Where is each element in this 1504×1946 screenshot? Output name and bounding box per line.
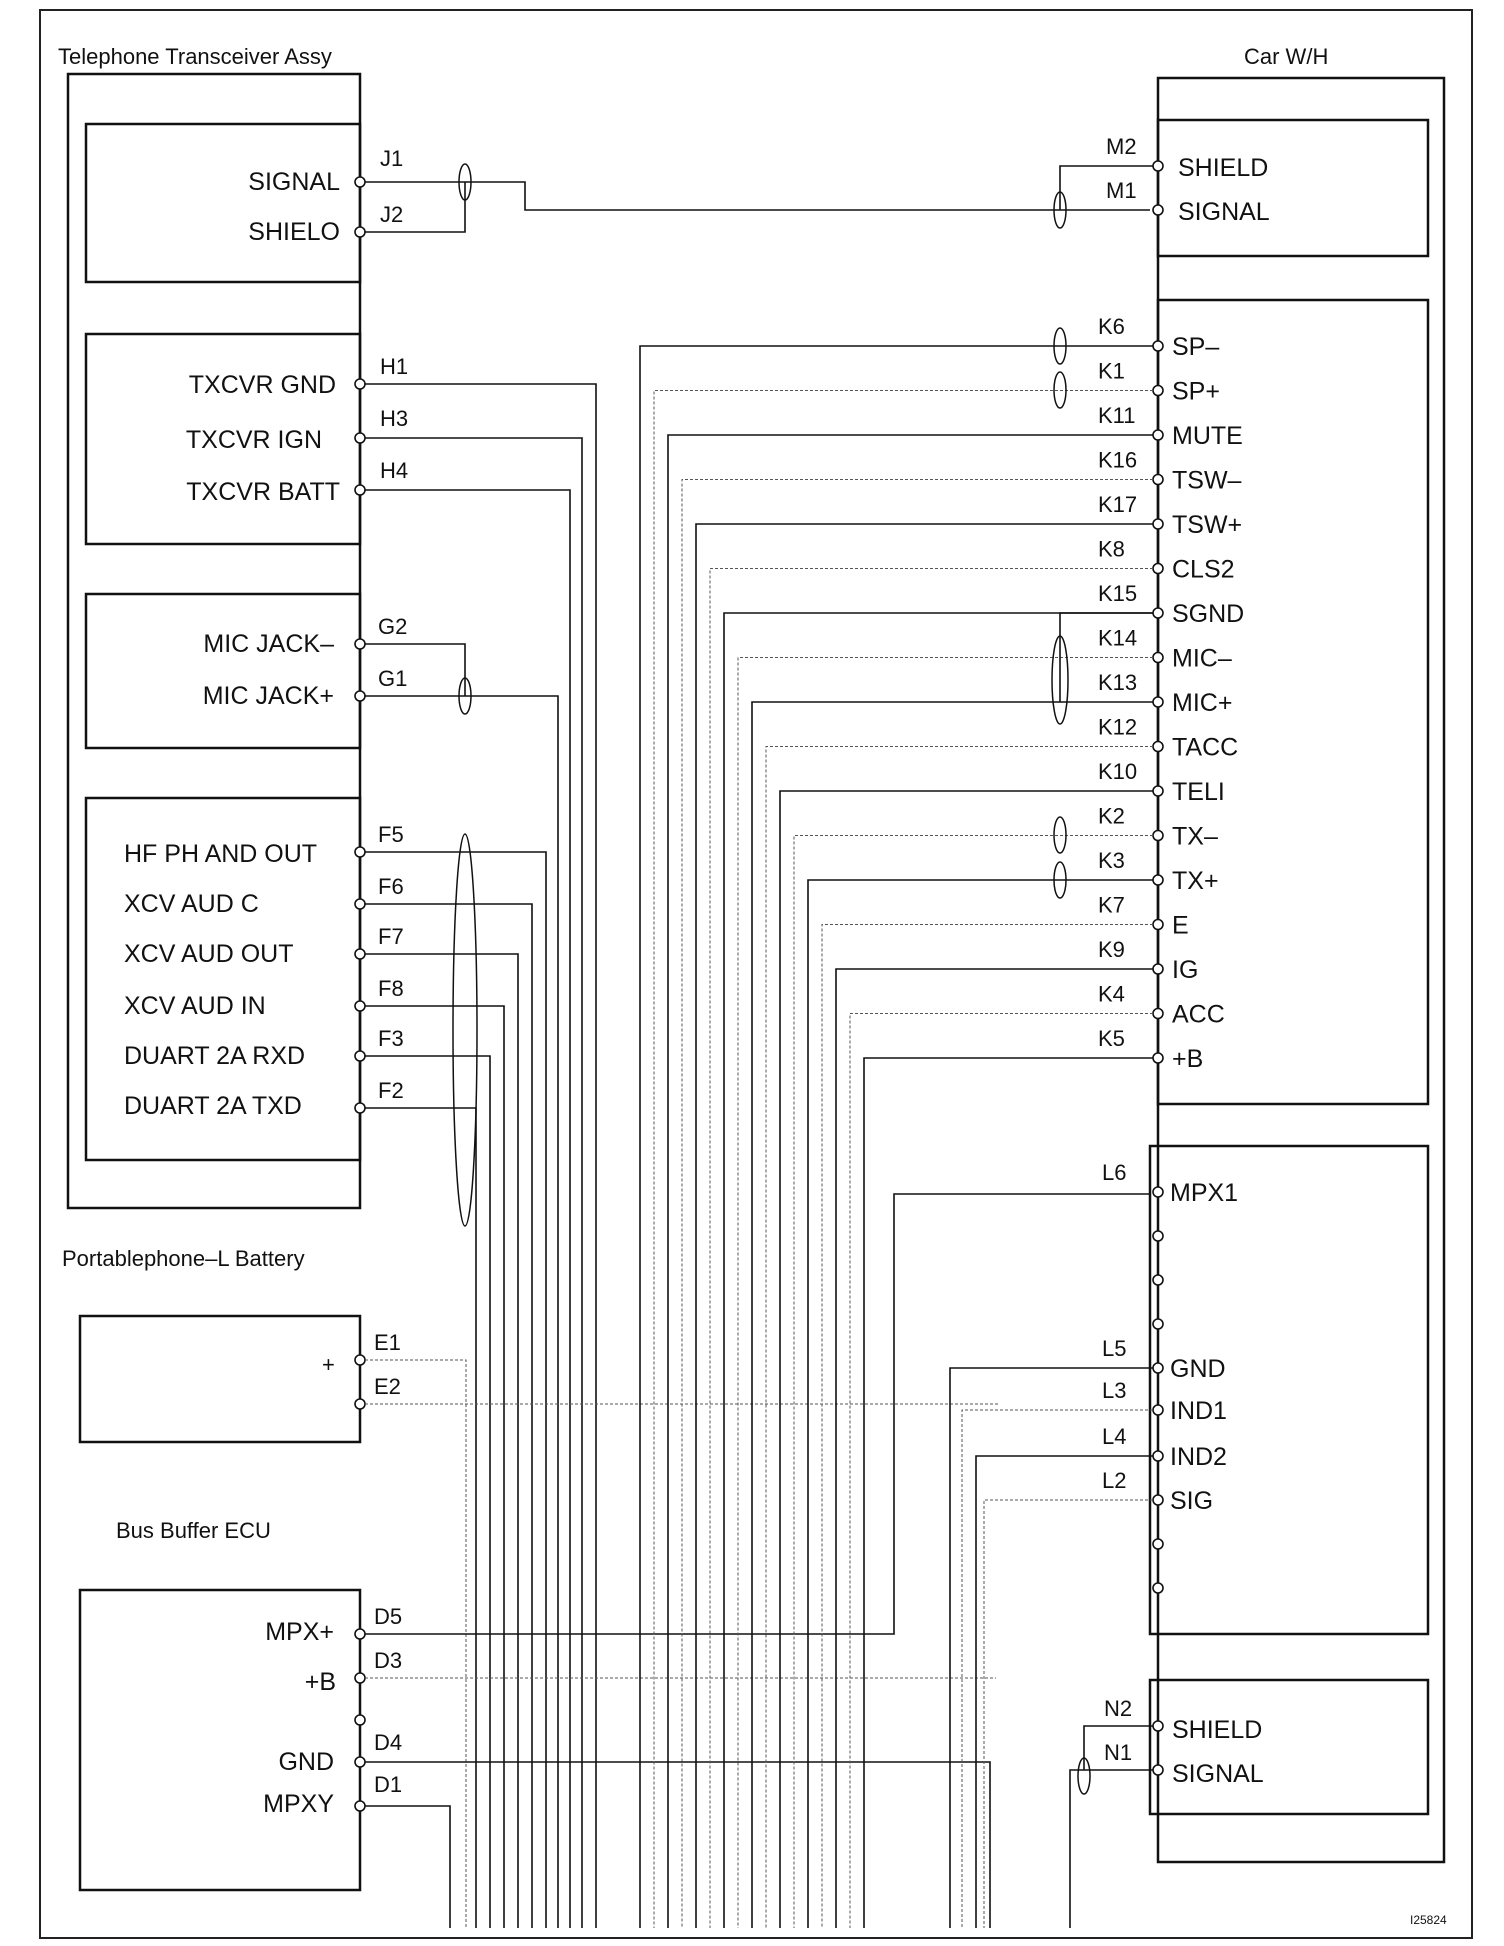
pin-circle-left-0 [355,379,365,389]
car-wire-k1 [654,391,1153,1929]
wire-layer [355,161,1163,1928]
pin-k4: K4 [1098,981,1125,1007]
signal-label: SIGNAL [248,168,340,196]
txcvr-gnd-label: TXCVR GND [188,371,336,399]
pin-circle-e2 [355,1399,365,1409]
pin-h4: H4 [380,458,409,483]
car-pin-label-k10: TELI [1172,778,1225,806]
pin-n1: N1 [1104,1740,1133,1765]
txcvr-batt-label: TXCVR BATT [186,478,340,506]
pin-circle-left-6 [355,899,365,909]
pin-k12: K12 [1098,714,1138,740]
left-wire-10 [365,1108,476,1928]
pin-circle-d4 [355,1757,365,1767]
car-wire-k14 [738,658,1153,1929]
gnd-wire [365,1762,990,1928]
pin-d1: D1 [374,1772,403,1797]
car-pin-label-l6: MPX1 [1170,1179,1239,1207]
pin-circle-j2 [355,227,365,237]
pin-circle-d1 [355,1801,365,1811]
pin-circle-e1 [355,1355,365,1365]
pin-k7: K7 [1098,892,1125,918]
pin-k5: K5 [1098,1026,1125,1051]
pin-n2: N2 [1104,1696,1133,1721]
transceiver-mic-box [86,594,360,748]
pin-circle-k5 [1153,1053,1163,1063]
pin-l2: L2 [1102,1468,1127,1493]
car-wire-k12 [766,747,1153,1929]
car-wire-k8 [710,569,1153,1929]
pin-circle-mpx-0 [1153,1187,1163,1197]
pin-circle-mpx-blank-3 [1153,1539,1163,1549]
duart-2a-txd-label: DUART 2A TXD [124,1092,302,1120]
pin-l3: L3 [1102,1378,1127,1403]
pin-circle-k2 [1153,831,1163,841]
pin-m1: M1 [1106,178,1137,203]
xcv-aud-c-label: XCV AUD C [124,890,259,918]
pin-k17: K17 [1098,492,1138,517]
xcv-aud-in-label: XCV AUD IN [124,992,266,1020]
pin-circle-k13 [1153,697,1163,707]
car-pin-label-k13: MIC+ [1172,689,1233,717]
car-pin-label-k14: MIC– [1172,644,1232,673]
car-pin-label-k12: TACC [1172,733,1239,762]
battery-box [80,1316,360,1442]
pin-e1: E1 [374,1330,401,1355]
pin-k15: K15 [1098,581,1138,606]
pin-circle-mpx-3 [1153,1451,1163,1461]
car-pin-label-k7: E [1172,911,1189,940]
car-pin-label-l3: IND1 [1170,1397,1227,1425]
pin-circle-left-3 [355,639,365,649]
pin-circle-d-blank [355,1715,365,1725]
pin-f8: F8 [378,976,404,1001]
mpx-plus-wire [365,1194,1150,1634]
pin-circle-j1 [355,177,365,187]
pin-circle-left-8 [355,1001,365,1011]
pin-k16: K16 [1098,447,1138,473]
pin-k11: K11 [1098,403,1136,428]
pin-circle-left-9 [355,1051,365,1061]
pin-l6: L6 [1102,1160,1127,1185]
car-pin-label-k5: +B [1172,1045,1204,1073]
car-wire-k15 [724,613,1153,1928]
car-pin-label-k1: SP+ [1172,377,1220,406]
pin-circle-k14 [1153,653,1163,663]
pin-k10: K10 [1098,759,1138,784]
pin-k9: K9 [1098,937,1125,962]
pin-circle-k3 [1153,875,1163,885]
pin-circle-k1 [1153,386,1163,396]
left-wire-9 [365,1056,490,1928]
pin-circle-k9 [1153,964,1163,974]
car-wire-k5 [864,1058,1153,1928]
car-pin-label-k6: SP– [1172,333,1220,361]
car-wh-lower-antenna-box [1150,1680,1428,1814]
pin-circle-m2 [1153,161,1163,171]
car-pin-label-k16: TSW– [1172,466,1242,495]
car-pin-label-l4: IND2 [1170,1443,1227,1471]
pin-j2: J2 [380,202,404,227]
pin-circle-mpx-2 [1153,1405,1163,1415]
pin-m2: M2 [1106,134,1137,159]
car-signal-label: SIGNAL [1178,198,1270,226]
mic-jack-plus-label: MIC JACK+ [202,682,334,710]
pin-e2: E2 [374,1374,401,1399]
pin-circle-left-5 [355,847,365,857]
txcvr-ign-label: TXCVR IGN [185,426,322,454]
mpx-plus-label: MPX+ [265,1618,334,1646]
pin-l4: L4 [1102,1424,1127,1449]
l4-wire [976,1456,1153,1928]
l5-wire [950,1368,1153,1928]
pin-k1: K1 [1098,358,1125,384]
pin-d4: D4 [374,1730,403,1755]
car-mpx-connector-labels [1102,1160,1238,1515]
car-wire-k6 [640,346,1153,1928]
pin-f3: F3 [378,1026,404,1051]
pin-l5: L5 [1102,1336,1127,1361]
pin-circle-mpx-1 [1153,1363,1163,1373]
bus-buffer-title: Bus Buffer ECU [116,1518,271,1543]
pin-k3: K3 [1098,848,1125,873]
pin-circle-m1 [1153,205,1163,215]
pin-circle-left-2 [355,485,365,495]
transceiver-antenna-box [86,124,360,282]
car-wh-antenna-box [1158,120,1428,256]
plus-b-label: +B [304,1668,336,1696]
car-wh-mpx-box [1150,1146,1428,1634]
car-wh-title: Car W/H [1244,44,1329,69]
pin-circle-left-4 [355,691,365,701]
pin-circle-mpx-4 [1153,1495,1163,1505]
car-main-connector-labels [1098,314,1244,1073]
pin-circle-k8 [1153,564,1163,574]
pin-circle-mpx-blank-1 [1153,1275,1163,1285]
mpxy-wire [365,1806,450,1928]
pin-circle-k17 [1153,519,1163,529]
pin-circle-left-1 [355,433,365,443]
pin-circle-mpx-blank-2 [1153,1319,1163,1329]
pin-g1: G1 [378,666,408,691]
pin-k13: K13 [1098,670,1138,695]
car-wire-k13 [752,702,1153,1928]
pin-circle-d3 [355,1673,365,1683]
pin-d5: D5 [374,1604,403,1629]
pin-circle-n1 [1153,1765,1163,1775]
car-lower-signal-label: SIGNAL [1172,1760,1264,1788]
car-wire-k11 [668,435,1153,1928]
car-wire-k17 [696,524,1153,1928]
xcv-aud-out-label: XCV AUD OUT [124,940,294,968]
pin-circle-k12 [1153,742,1163,752]
figure-id: I25824 [1410,1913,1447,1927]
car-pin-label-k11: MUTE [1172,422,1243,450]
mic-jack-minus-label: MIC JACK– [203,630,334,658]
shield-label: SHIELO [248,218,340,246]
left-wire-1 [365,438,582,1928]
pin-k14: K14 [1098,625,1138,651]
pin-k8: K8 [1098,536,1125,562]
pin-circle-mpx-blank-4 [1153,1583,1163,1593]
car-pin-label-k9: IG [1172,956,1199,984]
pin-h1: H1 [380,354,409,379]
pin-circle-left-7 [355,949,365,959]
car-pin-label-l2: SIG [1170,1487,1214,1515]
pin-circle-k6 [1153,341,1163,351]
left-wire-2 [365,490,570,1928]
car-shield-label: SHIELD [1178,154,1269,182]
pin-f6: F6 [378,874,404,899]
pin-f2: F2 [378,1078,404,1103]
battery-e1-wire [365,1360,466,1928]
car-pin-label-k2: TX– [1172,822,1218,851]
pin-f5: F5 [378,822,404,847]
car-pin-label-l5: GND [1170,1355,1226,1383]
transceiver-title: Telephone Transceiver Assy [58,44,332,69]
pin-h3: H3 [380,406,409,431]
car-pin-label-k17: TSW+ [1172,511,1243,539]
car-pin-label-k4: ACC [1172,1000,1225,1029]
pin-circle-k4 [1153,1009,1163,1019]
car-pin-label-k15: SGND [1172,600,1245,628]
car-lower-shield-label: SHIELD [1172,1716,1263,1744]
pin-j1: J1 [380,146,404,171]
pin-g2: G2 [378,614,408,639]
pin-circle-k15 [1153,608,1163,618]
pin-circle-left-10 [355,1103,365,1113]
hf-ph-and-out-label: HF PH AND OUT [124,840,318,868]
pin-circle-d5 [355,1629,365,1639]
gnd-label: GND [278,1748,334,1776]
pin-k6: K6 [1098,314,1125,339]
pin-f7: F7 [378,924,404,949]
pin-circle-k11 [1153,430,1163,440]
pin-d3: D3 [374,1648,403,1673]
duart-2a-rxd-label: DUART 2A RXD [124,1042,306,1070]
pin-k2: K2 [1098,803,1125,829]
pin-circle-k16 [1153,475,1163,485]
car-pin-label-k8: CLS2 [1172,555,1235,584]
battery-title: Portablephone–L Battery [62,1246,305,1271]
pin-circle-mpx-blank-0 [1153,1231,1163,1241]
audio-shield-ellipse [453,834,477,1226]
car-pin-label-k3: TX+ [1172,867,1219,895]
mpxy-label: MPXY [263,1790,334,1818]
pin-circle-k7 [1153,920,1163,930]
pin-circle-k10 [1153,786,1163,796]
battery-plus-sign: + [322,1352,335,1377]
antenna-signal-wire [365,182,1150,210]
pin-circle-n2 [1153,1721,1163,1731]
